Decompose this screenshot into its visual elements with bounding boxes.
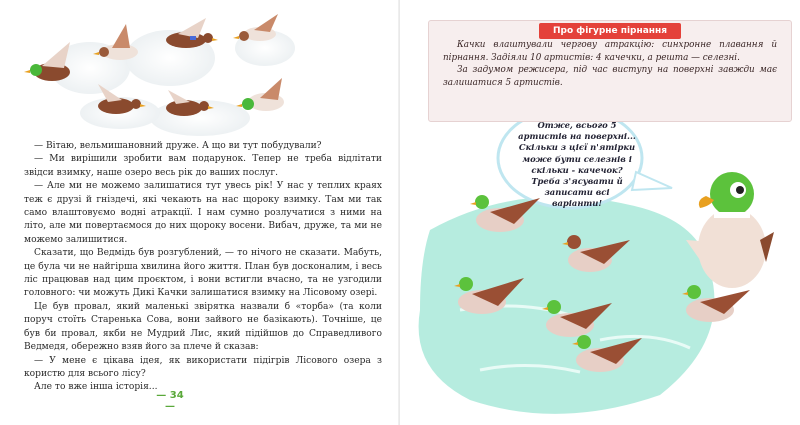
swimming-duck-6 — [682, 285, 750, 322]
page-number: — 34 — — [156, 390, 184, 412]
info-box-paragraph: Качки влаштували чергову атракцію: синхронне плавання й пірнання. Задіяли 10 артистів: 4 качечки, а решта — селезні. — [443, 40, 777, 63]
flying-duck-2 — [93, 24, 138, 60]
right-page — [400, 0, 800, 425]
info-box-title — [429, 18, 791, 39]
speech-bubble-text: Отже, всього 5 артистів на поверхні... Скільки з цієї п'ятірки може бути селезнів і скільки - качечок? Треба з'ясувати й записати всі варіанти! — [518, 120, 636, 209]
flying-duck-1 — [24, 42, 70, 81]
info-box-paragraph: За задумом режисера, під час виступу на поверхні завжди має залишатися 5 артистів. — [443, 65, 777, 88]
flying-duck-4 — [233, 14, 278, 41]
story-paragraph: Сказати, що Ведмідь був розгублений, — то нічого не сказати. Мабуть, це була чи не найгірша хвилина його життя. План був досконалим, і весь ліс працював над цим проєктом, і вони встигли вчасно, та не узгодили головного: чи можуть Дикі Качки залишатися взимку на Лісовому озері. — [24, 248, 382, 299]
story-text — [24, 140, 382, 395]
story-paragraph: — У мене є цікава ідея, як використати підігрів Лісового озера з користю для всього лісу? — [24, 355, 382, 379]
flying-duck-7 — [236, 78, 284, 111]
info-box-title-label: Про фігурне пірнання — [539, 23, 681, 39]
story-paragraph: — Ми вирішили зробити вам подарунок. Тепер не треба відлітати звідси взимку, наше озеро весь рік до ваших послуг. — [24, 154, 382, 178]
story-paragraph: Це був провал, який маленькі звірятка назвали б «торба» (та коли поруч стоїть Старенька Сова, вони зайвого не базікають). Точніше, це був би провал, якби не Мудрий Лис, який підійшов до Справедливого Ведмедя, обережно взяв його за плече й сказав: — [24, 301, 382, 353]
story-paragraph: Але то вже інша історія... — [34, 382, 158, 393]
info-box-text — [443, 39, 777, 89]
story-paragraph: — Вітаю, вельмишановний друже. А що ви тут побудували? — [34, 141, 322, 151]
story-paragraph: — Але ми не можемо залишатися тут увесь рік! У нас у теплих краях теж є друзі й гніздечі, які чекають на нас щороку взимку. Там ми так само влаштовуємо водні атракції. І нам сумно розлучатися з ними на літо, але ми повертаємося до них щороку восени. Вибач, друже, та ми не можемо залишитися. — [24, 181, 382, 245]
info-box — [428, 20, 792, 122]
flying-ducks-illustration — [20, 8, 300, 138]
